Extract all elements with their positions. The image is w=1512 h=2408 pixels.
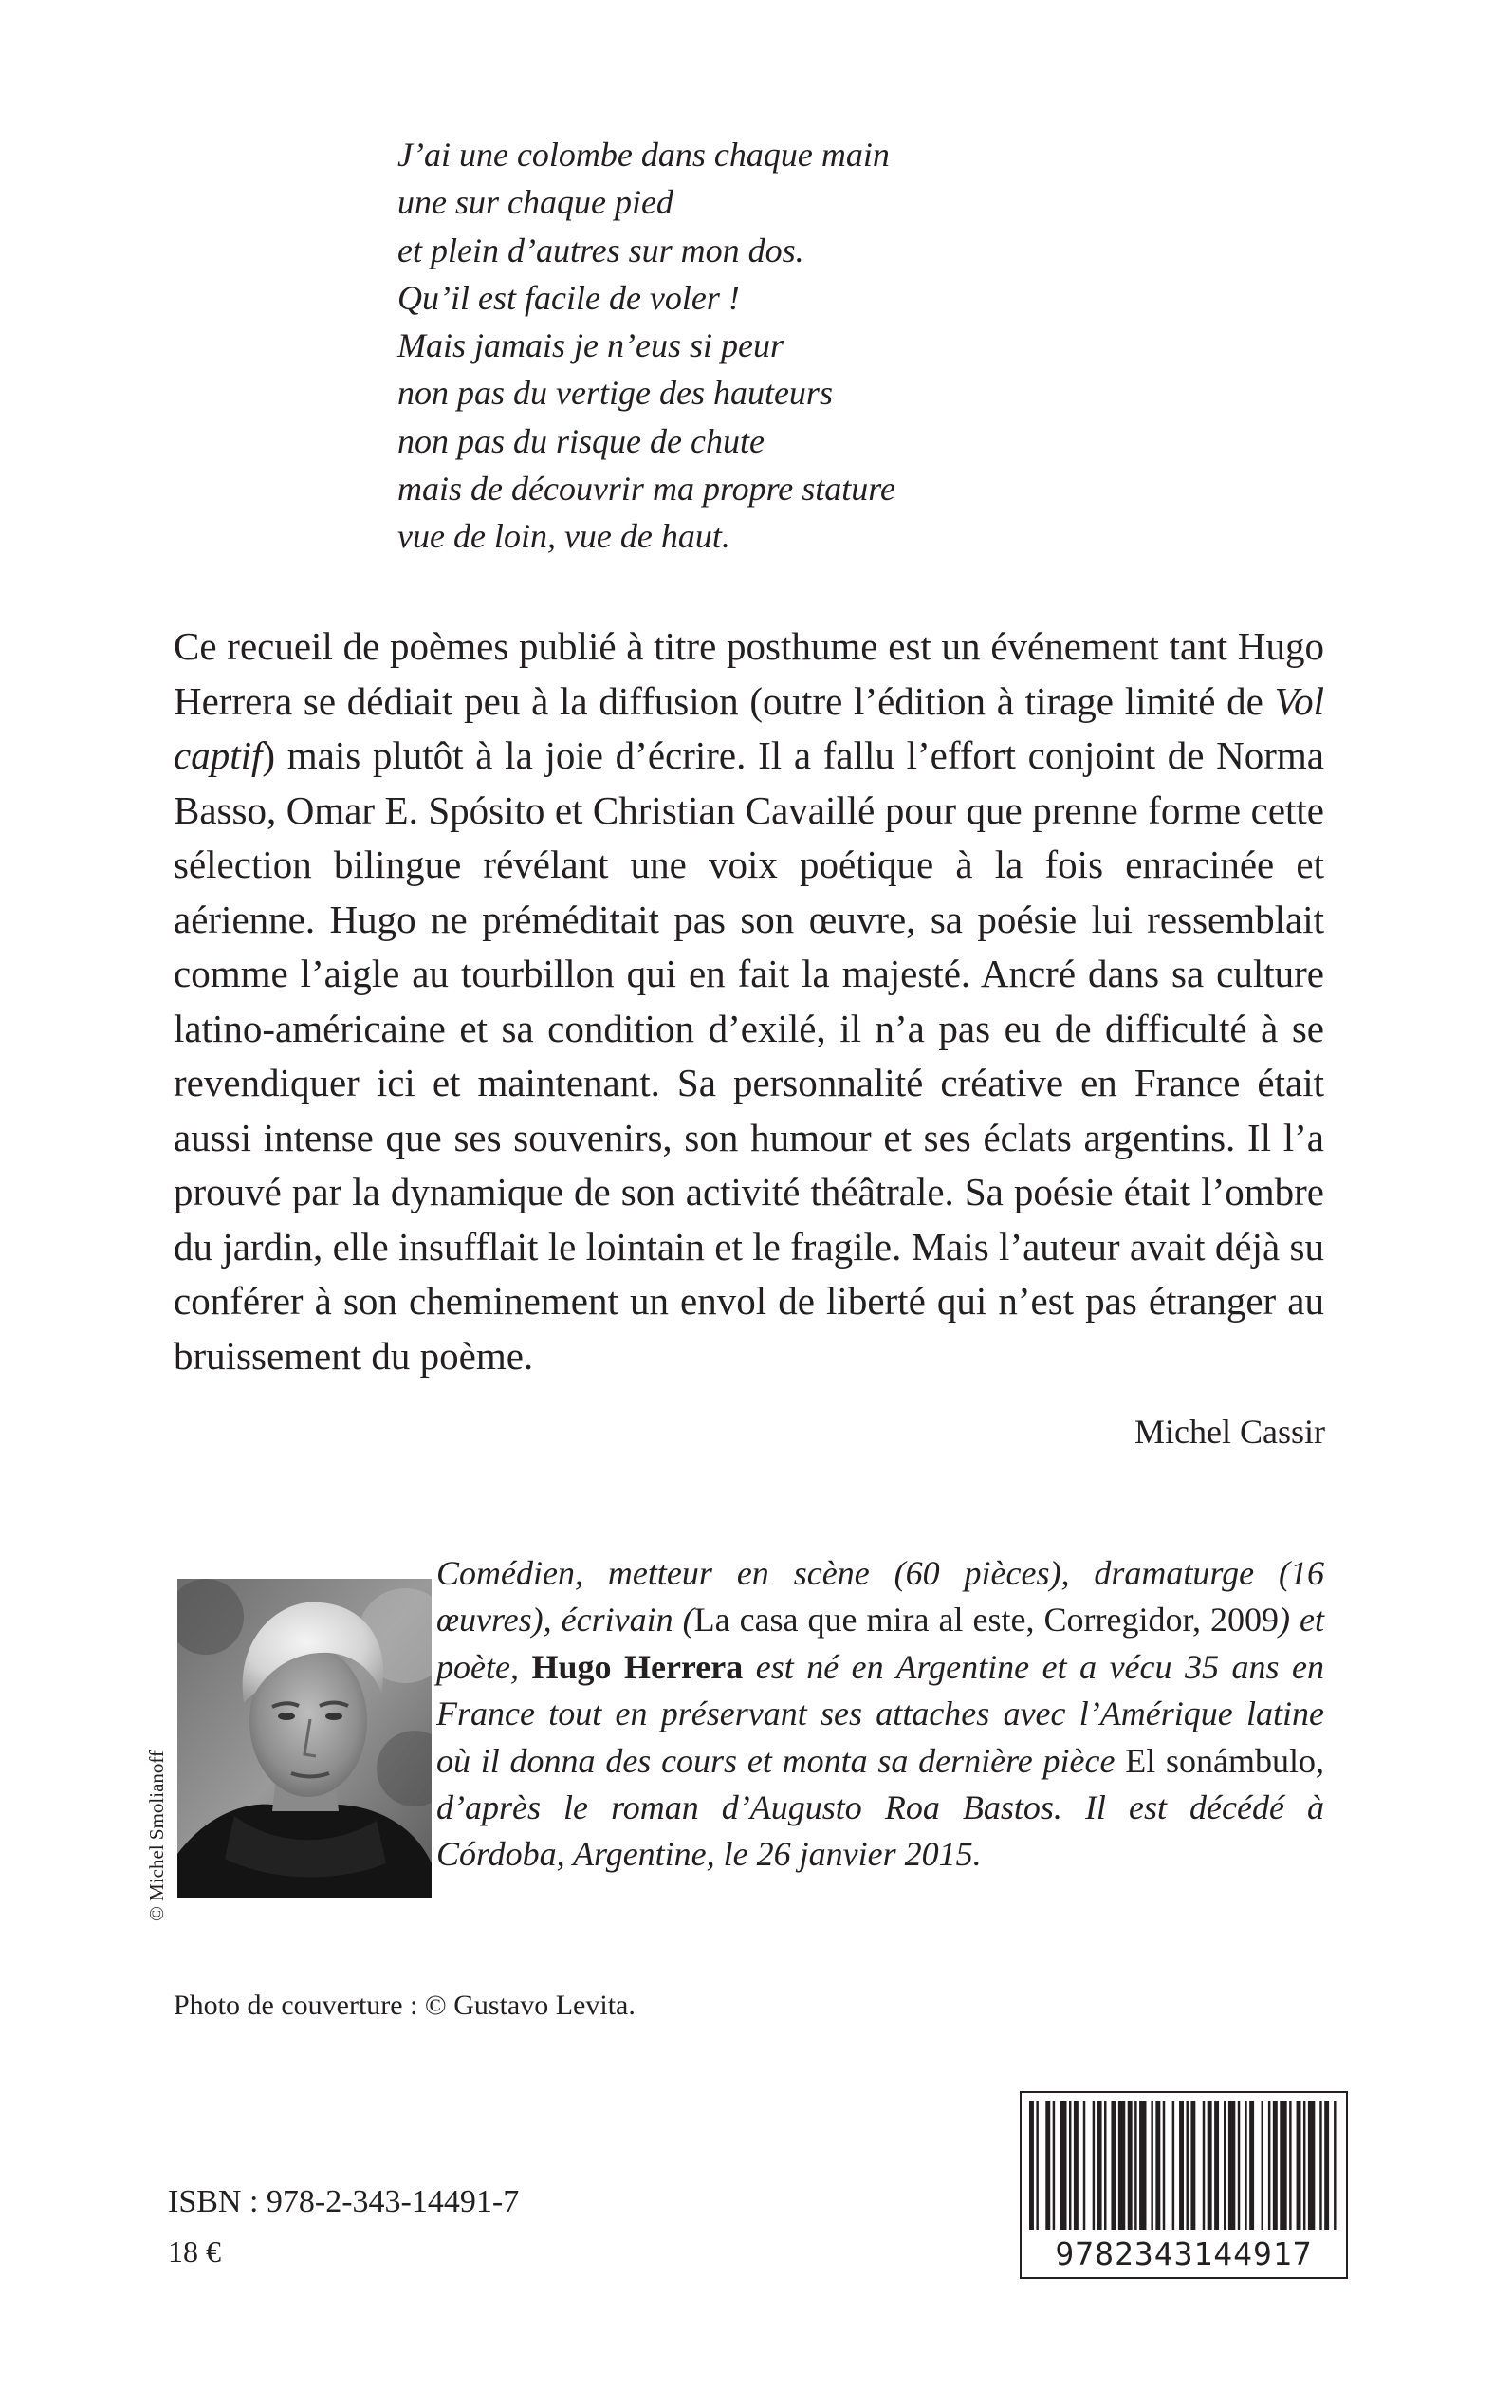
barcode-bar [1334, 2101, 1336, 2230]
barcode-bar [1249, 2101, 1254, 2230]
barcode-bar [1093, 2101, 1095, 2230]
barcode-bar [1214, 2101, 1219, 2230]
poem-line: vue de loin, vue de haut. [397, 517, 730, 556]
poem-line: et plein d’autres sur mon dos. [397, 231, 804, 269]
barcode-bar [1139, 2101, 1146, 2230]
photo-credit-text: © Michel Smolianoff [145, 1750, 168, 1922]
presentation-paragraph [174, 620, 1324, 1383]
barcode-bar [1203, 2101, 1205, 2230]
barcode-bar [1324, 2101, 1329, 2230]
barcode-bar [1104, 2101, 1106, 2230]
poem-line: Mais jamais je n’eus si peur [397, 326, 784, 365]
poem-line: non pas du risque de chute [397, 421, 765, 460]
photo-credit [136, 1750, 177, 1922]
book-title: Vol captif [174, 678, 1324, 777]
bio-play-title: El sonámbulo [1125, 1741, 1317, 1780]
poem-excerpt [397, 131, 1118, 561]
bio-book-title: La casa que mira al este, Corregidor, 2009 [693, 1601, 1280, 1639]
bio-text: , d’après le roman d’Augusto Roa Bastos. Il est décédé à Córdoba, Argentine, le 26 janvier 2015. [436, 1741, 1325, 1874]
barcode-bar [1208, 2101, 1212, 2230]
bio-text: ) et poète, [436, 1601, 1325, 1686]
barcode-bar [1289, 2101, 1291, 2230]
poem-line: Qu’il est facile de voler ! [397, 278, 740, 317]
barcode-bar [1172, 2101, 1174, 2230]
author-name: Hugo Herrera [531, 1647, 744, 1686]
poem-line: mais de découvrir ma propre stature [397, 470, 895, 509]
barcode-bar [1238, 2101, 1240, 2230]
barcode-bar [1245, 2101, 1246, 2230]
barcode-bar [1118, 2101, 1125, 2230]
barcode-bar [1029, 2101, 1034, 2230]
barcode-bar [1134, 2101, 1136, 2230]
barcode-bar [1097, 2101, 1102, 2230]
barcode-bar [1319, 2101, 1321, 2230]
bio-text: est né en Argentine et a vécu 35 ans en France tout en préservant ses attaches avec l’Amérique latine où il donna des cours et monta sa dernière pièce [436, 1647, 1324, 1780]
barcode-bar [1163, 2101, 1165, 2230]
barcode-bar [1155, 2101, 1160, 2230]
barcode-bar [1111, 2101, 1116, 2230]
presentation-text-end: ) mais plutôt à la joie d’écrire. Il a fallu l’effort conjoint de Norma Basso, Omar E. Spósito et Christian Cavaillé pour que prenne forme cette sélection bilingue révélant une voix poétique à la fois enracinée et aérienne. Hugo ne préméditait pas son œuvre, sa poésie lui ressemblait comme l’aigle au tourbillon qui en fait la majesté. Ancré dans sa culture latino-américaine et sa condition d’exilé, il n’a pas eu de difficulté à se revendiquer ici et maintenant. Sa personnalité créative en France était aussi intense que ses souvenirs, son humour et ses éclats argentins. Il l’a prouvé par la dynamique de son activité théâtrale. Sa poésie était l’ombre du jardin, elle insufflait le lointain et le fragile. Mais l’auteur avait déjà su conférer à son cheminement un envol de liberté qui n’est pas étranger au bruissement du poème. [174, 733, 1324, 1378]
price: 18 € [168, 2234, 221, 2269]
barcode-digits: 9782343144917 [1055, 2235, 1313, 2272]
barcode-bar [1128, 2101, 1133, 2230]
barcode-bar [1190, 2101, 1195, 2230]
barcode-bar [1074, 2101, 1079, 2230]
presentation-text-start: Ce recueil de poèmes publié à titre posthume est un événement tant Hugo Herrera se dédiait peu à la diffusion (outre l’édition à tirage limité de [174, 624, 1324, 723]
barcode-bar [1060, 2101, 1066, 2230]
barcode-bar [1268, 2101, 1270, 2230]
isbn: ISBN : 978-2-343-14491-7 [168, 2184, 520, 2219]
barcode-bar [1308, 2101, 1315, 2230]
barcode-bar [1083, 2101, 1085, 2230]
signature: Michel Cassir [1134, 1413, 1325, 1451]
barcode [1020, 2091, 1348, 2279]
barcode-bar [1069, 2101, 1071, 2230]
barcode-bar [1297, 2101, 1301, 2230]
barcode-bar [1151, 2101, 1152, 2230]
barcode-bars [1029, 2101, 1338, 2230]
barcode-bar [1179, 2101, 1184, 2230]
cover-photo-credit: Photo de couverture : © Gustavo Levita. [174, 1990, 636, 2021]
barcode-bar [1273, 2101, 1278, 2230]
bio-text: Comédien, metteur en scène (60 pièces), dramaturge (16 œuvres), écrivain ( [436, 1554, 1324, 1639]
barcode-bar [1186, 2101, 1188, 2230]
author-photo [177, 1579, 432, 1898]
barcode-bar [1053, 2101, 1055, 2230]
barcode-bar [1280, 2101, 1286, 2230]
poem-line: J’ai une colombe dans chaque main [397, 136, 890, 174]
barcode-bar [1036, 2101, 1038, 2230]
barcode-bar [1228, 2101, 1235, 2230]
barcode-bar [1045, 2101, 1050, 2230]
barcode-bar [1262, 2101, 1263, 2230]
poem-line: une sur chaque pied [397, 183, 673, 222]
barcode-bar [1224, 2101, 1226, 2230]
barcode-bar [1303, 2101, 1305, 2230]
author-bio [436, 1550, 1324, 1879]
poem-line: non pas du vertige des hauteurs [397, 374, 833, 413]
